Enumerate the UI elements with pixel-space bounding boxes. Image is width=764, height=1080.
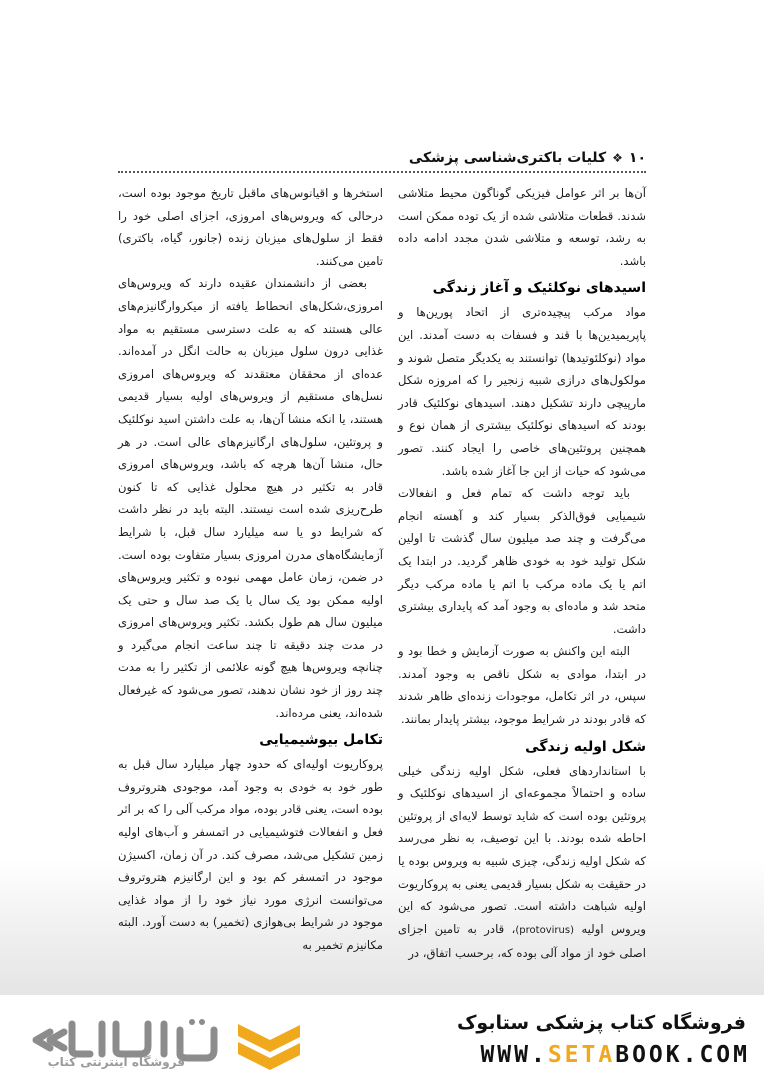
- url-part: BOOK.COM: [615, 1042, 750, 1068]
- paragraph: مواد مرکب پیچیده‌تری از اتحاد پورین‌ها و پاپریمیدین‌ها با قند و فسفات به دست آمدند. این مواد (نوکلئوتیدها) توانستند به یکدیگر متصل شوند و مولکول‌های درازی شبیه زنجیر را که امروزه شکل مارپیچی دارند تشکیل دهند. اسیدهای نوکلئیک قادر بودند که اسیدهای نوکلئیک بیشتری از همان نوع و همچنین پروتئین‌های خاصی را ایجاد کنند. تصور می‌شود که حیات از این جا آغاز شده باشد.: [398, 305, 646, 478]
- paragraph: [398, 760, 646, 965]
- header-divider: [118, 171, 646, 173]
- diamond-bullet-icon: ❖: [612, 151, 623, 165]
- paragraph: بعضی از دانشمندان عقیده دارند که ویروس‌های امروزی،شکل‌های انحطاط یافته از میکروارگانیزم‌های عالی هستند که به علت دسترسی مستقیم به مواد غذایی درون سلول میزبان به حالت انگل در آمده‌اند. عده‌ای از محققان معتقدند که ویروس‌های امروزی نسل‌های مستقیم از ویروس‌های اولیه بسیار قدیمی هستند، یا انکه منشا آن‌ها، به علت داشتن اسید نوکلئیک و پروتئین، سلول‌های ارگانیزم‌های عالی است. در هر حال، منشا آن‌ها هرچه که باشد، ویروس‌های امروزی قادر به تکثیر در هیچ محلول غذایی که تا کنون طرح‌ریزی شده است نیستند. البته باید در نظر داشت که شرایط دو یا سه میلیارد سال قبل، با شرایط آزمایشگاه‌های مدرن امروزی بسیار متفاوت بوده است. در ضمن، زمان عامل مهمی نبوده و تکثیر ویروس‌های اولیه ممکن بود یک سال یا یک صد سال و حتی یک میلیون سال هم طول بکشد. تکثیر ویروس‌های امروزی در مدت چند دقیقه تا چند ساعت انجام می‌گیرد و چنانچه ویروس‌ها هیچ گونه علائمی از تکثیر را به مدت چند روز از خود نشان ندهند، تصور می‌شود که غیرفعال شده‌اند، یعنی مرده‌اند.: [118, 276, 383, 720]
- paragraph: البته این واکنش به صورت آزمایش و خطا بود و در ابتدا، موادی به شکل ناقص به وجود آمدند. سپس، در اثر تکامل، موجودات زنده‌ای ظاهر شدند که قادر بودند در شرایط موجود، بیشتر پایدار بمانند.: [398, 644, 646, 727]
- paragraph: باید توجه داشت که تمام فعل و انفعالات شیمیایی فوق‌الذکر بسیار کند و آهسته انجام می‌گرفت و چند صد میلیون سال گذشت تا اولین شکل تولید خود به خودی ظاهر گردید. در ابتدا یک اتم یا یک ماده مرکب با اتم یا ماده مرکب دیگر متحد شد و ماده‌ای به وجود آمد که پایداری بیشتری داشت.: [398, 486, 646, 636]
- chapter-title: کلیات باکتری‌شناسی پزشکی: [408, 150, 607, 166]
- page-number: ۱۰: [628, 150, 646, 166]
- paragraph: استخرها و اقیانوس‌های ماقبل تاریخ موجود بوده است، درحالی که ویروس‌های امروزی، اجزای اصلی خود را فقط از سلول‌های میزبان زنده (جانور، گیاه، باکتری) تامین می‌کنند.: [118, 186, 383, 268]
- running-header: [118, 148, 646, 168]
- url-part: SETA: [547, 1042, 616, 1068]
- section-heading-biochemical-evolution: تکامل بیوشیمیایی: [259, 732, 383, 749]
- store-name: فروشگاه کتاب پزشکی ستابوک: [456, 1012, 746, 1034]
- paragraph: آن‌ها بر اثر عوامل فیزیکی گوناگون محیط متلاشی شدند. قطعات متلاشی شده از یک توده ممکن است به رشد، توسعه و متلاشی شدن مجدد ادامه داده باشد.: [398, 186, 646, 268]
- paragraph-text: ، قادر به تامین اجزای اصلی خود از مواد آلی بوده که، برحسب اتفاق، در: [398, 921, 646, 961]
- url-part: WWW.: [480, 1042, 548, 1068]
- logo-subtitle: فروشگاه اینترنتی کتاب: [47, 1055, 185, 1069]
- section-heading-early-life: شکل اولیه زندگی: [525, 738, 646, 755]
- store-url[interactable]: [330, 1042, 750, 1068]
- left-column: [118, 182, 383, 957]
- latin-term: (protovirus): [515, 924, 574, 936]
- section-heading-nucleic-acids: اسیدهای نوکلئیک و آغاز زندگی: [432, 280, 646, 297]
- paragraph-text: با استانداردهای فعلی، شکل اولیه زندگی خیلی ساده و احتمالاً مجموعه‌ای از اسیدهای نوکلئیک و پروتئین بوده است که شاید توسط لایه‌ای از پروتئین احاطه شده بودند. با این توصیف، به نظر می‌رسد که شکل اولیه زندگی، چیزی شبیه به ویروس بوده یا در حقیقت به شکل بسیار قدیمی یعنی به پروکاریوت اولیه شباهت داشته است. تصور می‌شود که این ویروس اولیه: [398, 763, 647, 936]
- chevron-mark-icon: [238, 1024, 300, 1070]
- paragraph: پروکاریوت اولیه‌ای که حدود چهار میلیارد سال قبل به طور خود به خودی به وجود آمد، موجودی هتروتروف بوده است، یعنی قادر بوده، مواد مرکب آلی را که بر اثر فعل و انفعالات فتوشیمیایی در اتمسفر و آب‌های اولیه زمین تشکیل می‌شد، مصرف کند. در آن زمان، اکسیژن موجود در اتمسفر کم بود و این ارگانیزم هتروتروف می‌توانست انرژی مورد نیاز خود را از مواد غذایی موجود در شرایط بی‌هوازی (تخمیر) به دست آورد. البته مکانیزم تخمیر به: [118, 757, 383, 952]
- right-column: [398, 182, 646, 965]
- wordmark-icon: [36, 1019, 214, 1058]
